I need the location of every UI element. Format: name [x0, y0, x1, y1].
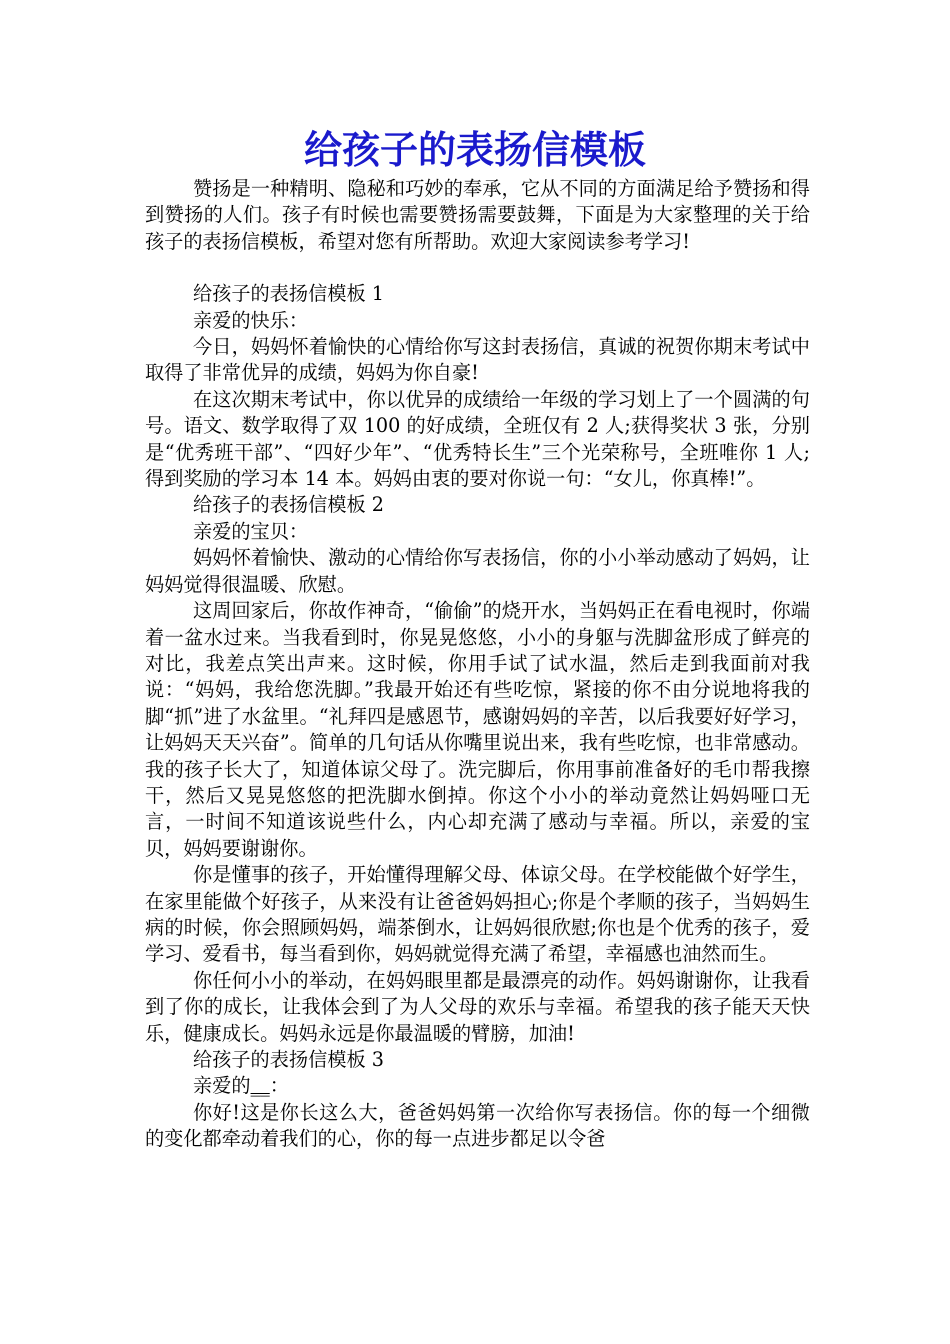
letter-3-heading: 给孩子的表扬信模板 3	[193, 1048, 384, 1071]
salutation-suffix: ：	[269, 1074, 289, 1098]
letter-2-salutation: 亲爱的宝贝：	[193, 519, 309, 543]
document-title: 给孩子的表扬信模板	[303, 128, 646, 172]
letter-2-paragraph-1: 妈妈怀着愉快、激动的心情给你写表扬信，你的小小举动感动了妈妈，让妈妈觉得很温暖、欣慰。	[145, 546, 810, 596]
letter-1-paragraph-1: 今日，妈妈怀着愉快的心情给你写这封表扬信，真诚的祝贺你期末考试中取得了非常优异的成绩，妈妈为你自豪!	[145, 335, 810, 385]
intro-paragraph: 赞扬是一种精明、隐秘和巧妙的奉承，它从不同的方面满足给予赞扬和得到赞扬的人们。孩子有时候也需要赞扬需要鼓舞，下面是为大家整理的关于给孩子的表扬信模板，希望对您有所帮助。欢迎大家阅读参考学习!	[145, 177, 810, 253]
salutation-prefix: 亲爱的	[193, 1074, 251, 1098]
letter-2-paragraph-4: 你任何小小的举动，在妈妈眼里都是最漂亮的动作。妈妈谢谢你，让我看到了你的成长，让我体会到了为人父母的欢乐与幸福。希望我的孩子能天天快乐，健康成长。妈妈永远是你最温暖的臂膀，加油!	[145, 968, 810, 1045]
letter-1-heading: 给孩子的表扬信模板 1	[193, 282, 384, 306]
letter-2-paragraph-3: 你是懂事的孩子，开始懂得理解父母、体谅父母。在学校能做个好学生，在家里能做个好孩子，从来没有让爸爸妈妈担心;你是个孝顺的孩子，当妈妈生病的时候，你会照顾妈妈，端茶倒水，让妈妈很欣慰;你也是个优秀的孩子，爱学习、爱看书，每当看到你，妈妈就觉得充满了希望，幸福感也油然而生。	[145, 863, 810, 966]
letter-2-heading: 给孩子的表扬信模板 2	[193, 493, 384, 517]
letter-3-paragraph-1: 你好!这是你长这么大，爸爸妈妈第一次给你写表扬信。你的每一个细微的变化都牵动着我们的心，你的每一点进步都足以令爸	[145, 1100, 810, 1151]
letter-1-paragraph-2: 在这次期末考试中，你以优异的成绩给一年级的学习划上了一个圆满的句号。语文、数学取得了双 100 的好成绩，全班仅有 2 人;获得奖状 3 张，分别是“优秀班干部”、“四好少年”、“优秀特长生”三个光荣称号，全班唯你 1 人;得到奖励的学习本 14 本。妈妈由衷的要对你说一句：“女儿，你真棒!”。	[145, 387, 810, 491]
salutation-blank: __	[250, 1074, 270, 1098]
document-body	[145, 176, 810, 1153]
letter-1-salutation: 亲爱的快乐：	[193, 308, 309, 332]
letter-2-paragraph-2: 这周回家后，你故作神奇，“偷偷”的烧开水，当妈妈正在看电视时，你端着一盆水过来。当我看到时，你晃晃悠悠，小小的身躯与洗脚盆形成了鲜亮的对比，我差点笑出声来。这时候，你用手试了试水温，然后走到我面前对我说：“妈妈，我给您洗脚。”我最开始还有些吃惊，紧接的你不由分说地将我的脚“抓”进了水盆里。“礼拜四是感恩节，感谢妈妈的辛苦，以后我要好好学习，让妈妈天天兴奋”。简单的几句话从你嘴里说出来，我有些吃惊，也非常感动。我的孩子长大了，知道体谅父母了。洗完脚后，你用事前准备好的毛巾帮我擦干，然后又晃晃悠悠的把洗脚水倒掉。你这个小小的举动竟然让妈妈哑口无言，一时间不知道该说些什么，内心却充满了感动与幸福。所以，亲爱的宝贝，妈妈要谢谢你。	[145, 599, 810, 860]
letter-3-salutation	[145, 1073, 810, 1099]
